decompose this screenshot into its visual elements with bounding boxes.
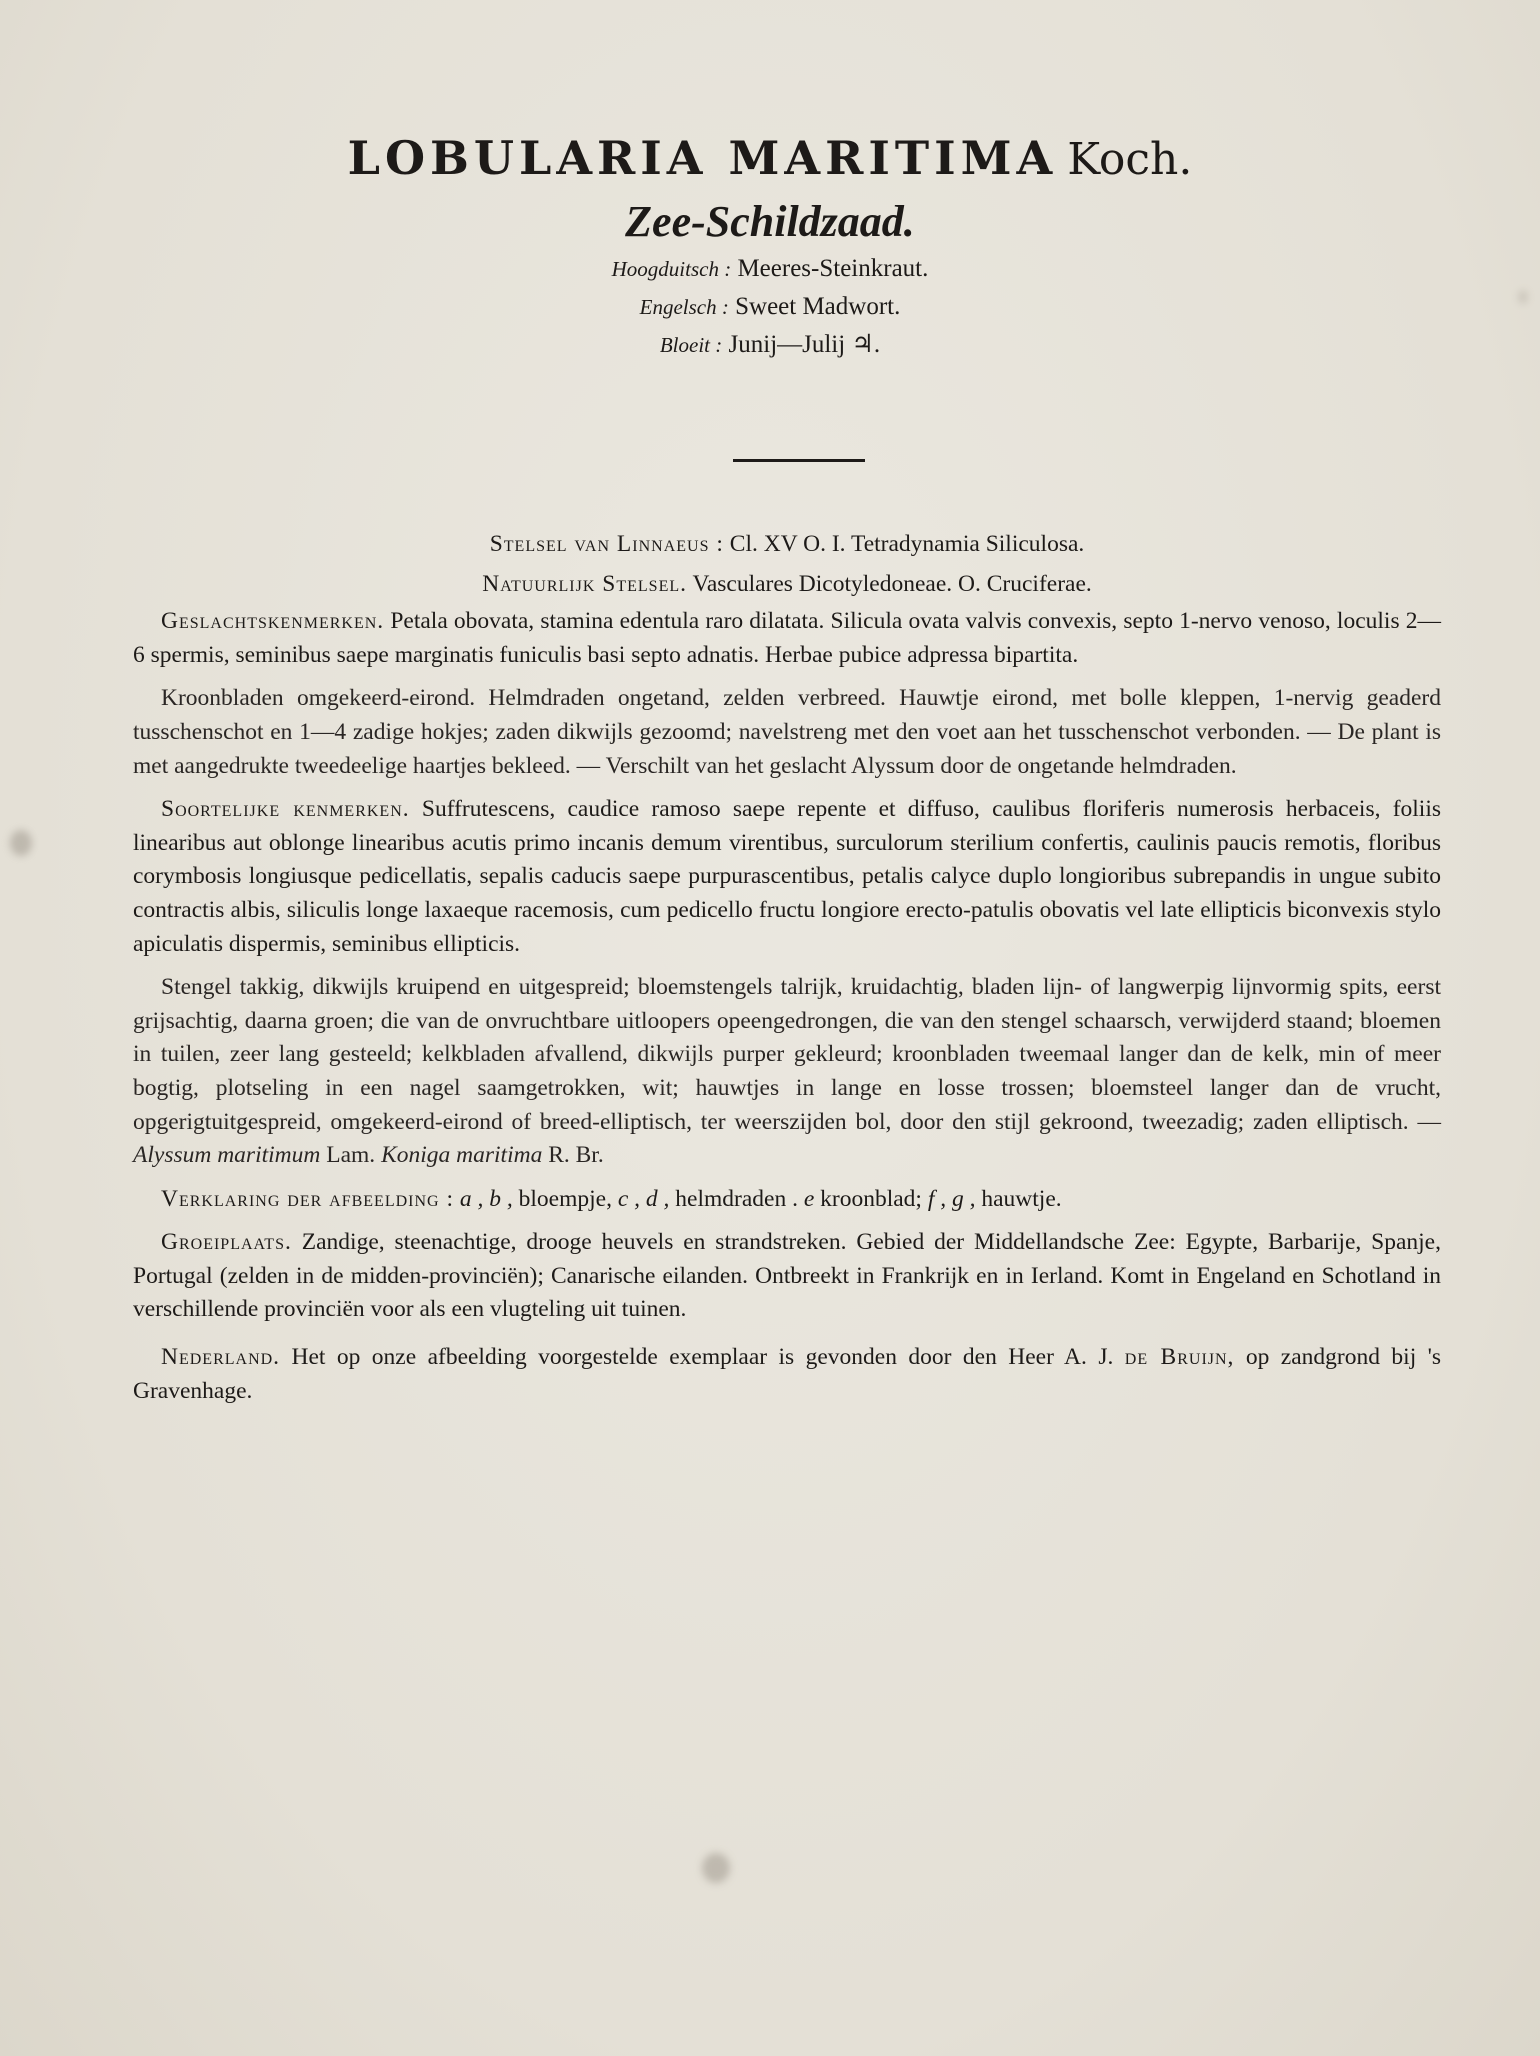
bloom-line — [0, 326, 1540, 364]
german-label: Hoogduitsch : — [611, 257, 732, 281]
linnaeus-system — [133, 528, 1441, 562]
bloom-value: Junij—Julij ♃. — [728, 331, 881, 358]
species-dutch-text: Stengel takkig, dikwijls kruipend en uitgespreid; bloemstengels talrijk, kruidachtig, bladen lijn- of langwerpig lijnvormig spits, eerst grijsachtig, daarna groen; die van de onvruchtbare uitloopers opeengedrongen, die van den stengel schaarsch, verwijderd staand; bloemen in tuilen, zeer lang gesteeld; kelkbladen afvallend, dikwijls purper gekleurd; kroonbladen tweemaal langer dan de kelk, min of meer bogtig, plotseling in een nagel saamgetrokken, wit; hauwtjes in lange en losse trossen; bloemsteel langer dan de vrucht, opgerigtuitgespreid, omgekeerd-eirond of breed-elliptisch, ter weerszijden bol, door den stijl gekroond, tweezadig; zaden elliptisch. — — [133, 974, 1441, 1135]
paper-smudge — [10, 830, 32, 856]
genus-latin — [133, 605, 1441, 672]
synonym-2-author: R. Br. — [548, 1142, 604, 1169]
species-title — [0, 128, 1540, 190]
english-name-line — [0, 288, 1540, 326]
linnaeus-value: Cl. XV O. I. Tetradynamia Siliculosa. — [729, 531, 1085, 557]
figure-explanation — [133, 1183, 1441, 1217]
synonym-1-author: Lam. — [326, 1142, 376, 1169]
netherlands-location: op zandgrond bij 's Gravenhage. — [133, 1344, 1442, 1404]
linnaeus-label: Stelsel van Linnaeus : — [489, 531, 724, 557]
genus-dutch: Kroonbladen omgekeerd-eirond. Helmdraden ongetand, zelden verbreed. Hauwtje eirond, met bolle kleppen, 1-nervig geaderd tusschenschot en 1—4 zadige hokjes; zaden dikwijls gezoomd; navelstreng met den voet aan het tusschenschot verbonden. — De plant is met aangedrukte tweedeelige haartjes bekleed. — Verschilt van het geslacht Alyssum door de ongetande helmdraden. — [133, 685, 1441, 779]
species-latin-text: Suffrutescens, caudice ramoso saepe repente et diffuso, caulibus floriferis numerosis herbaceis, foliis linearibus aut oblonge linearibus acutis primo incanis demum virentibus, surculorum sterilium confertis, caulinis paucis remotis, floribus corymbosis longiusque pedicellatis, sepalis caducis saepe purpurascentibus, petalis calyce duplo longioribus subrepandis in ungue subito contractis albis, siliculis longe laxaeque racemosis, cum pedicello fructu longiore erecto-patulis obovatis vel late ellipticis biconvexis stylo apiculatis dispermis, seminibus ellipticis. — [133, 796, 1442, 957]
description-body — [133, 528, 1441, 1408]
netherlands-label: Nederland. — [161, 1344, 281, 1371]
synonym-1: Alyssum maritimum — [133, 1142, 321, 1169]
latin-name: LOBULARIA MARITIMA — [347, 131, 1058, 185]
natural-label: Natuurlijk Stelsel. — [482, 570, 687, 597]
figure-hauwtje: hauwtje. — [981, 1185, 1062, 1212]
common-name: Zee-Schildzaad. — [625, 197, 915, 246]
natural-value: Vasculares Dicotyledoneae. O. Cruciferae. — [692, 570, 1092, 597]
figure-ref-e: e — [803, 1185, 815, 1212]
genus-latin-text: Petala obovata, stamina edentula raro dilatata. Silicula ovata valvis convexis, septo 1-nervo venoso, loculis 2—6 spermis, seminibus saepe marginatis funiculis basi septo adnatis. Herbae pubice adpressa bipartita. — [133, 608, 1441, 668]
figure-helmdraden: helmdraden . — [675, 1185, 798, 1212]
genus-label: Geslachtskenmerken. — [161, 608, 385, 635]
paper-smudge — [702, 1853, 730, 1883]
species-label: Soortelijke kenmerken. — [161, 796, 410, 823]
species-dutch — [133, 971, 1441, 1173]
author-name: Koch. — [1067, 134, 1193, 185]
synonym-2: Koniga maritima — [381, 1142, 543, 1169]
divider-rule — [733, 459, 865, 462]
habitat-label: Groeiplaats. — [161, 1229, 292, 1256]
figure-kroonblad: kroonblad; — [820, 1185, 922, 1212]
species-latin — [133, 793, 1441, 961]
collector-name: de Bruijn, — [1124, 1344, 1235, 1371]
figure-label: Verklaring der afbeelding : — [161, 1185, 454, 1212]
netherlands — [133, 1341, 1441, 1408]
english-name: Sweet Madwort. — [735, 293, 901, 320]
figure-bloemje: bloempje, — [518, 1185, 612, 1212]
english-label: Engelsch : — [639, 295, 729, 319]
bloom-label: Bloeit : — [659, 333, 723, 357]
habitat-text: Zandige, steenachtige, drooge heuvels en strandstreken. Gebied der Middellandsche Zee: Egypte, Barbarije, Spanje, Portugal (zelden in de midden-provinciën); Canarische eilanden. Ontbreekt in Frankrijk en in Ierland. Komt in Engeland en Schotland in verschillende provinciën voor als een vlugteling uit tuinen. — [133, 1229, 1441, 1323]
natural-system — [133, 568, 1441, 602]
figure-ref-fg: f , g , — [927, 1185, 976, 1212]
figure-ref-ab: a , b , — [459, 1185, 513, 1212]
german-name: Meeres-Steinkraut. — [737, 255, 929, 282]
german-name-line — [0, 250, 1540, 288]
header — [0, 128, 1540, 364]
figure-ref-cd: c , d , — [617, 1185, 670, 1212]
habitat — [133, 1226, 1441, 1327]
netherlands-text: Het op onze afbeelding voorgestelde exemplaar is gevonden door den Heer A. J. — [291, 1344, 1114, 1371]
